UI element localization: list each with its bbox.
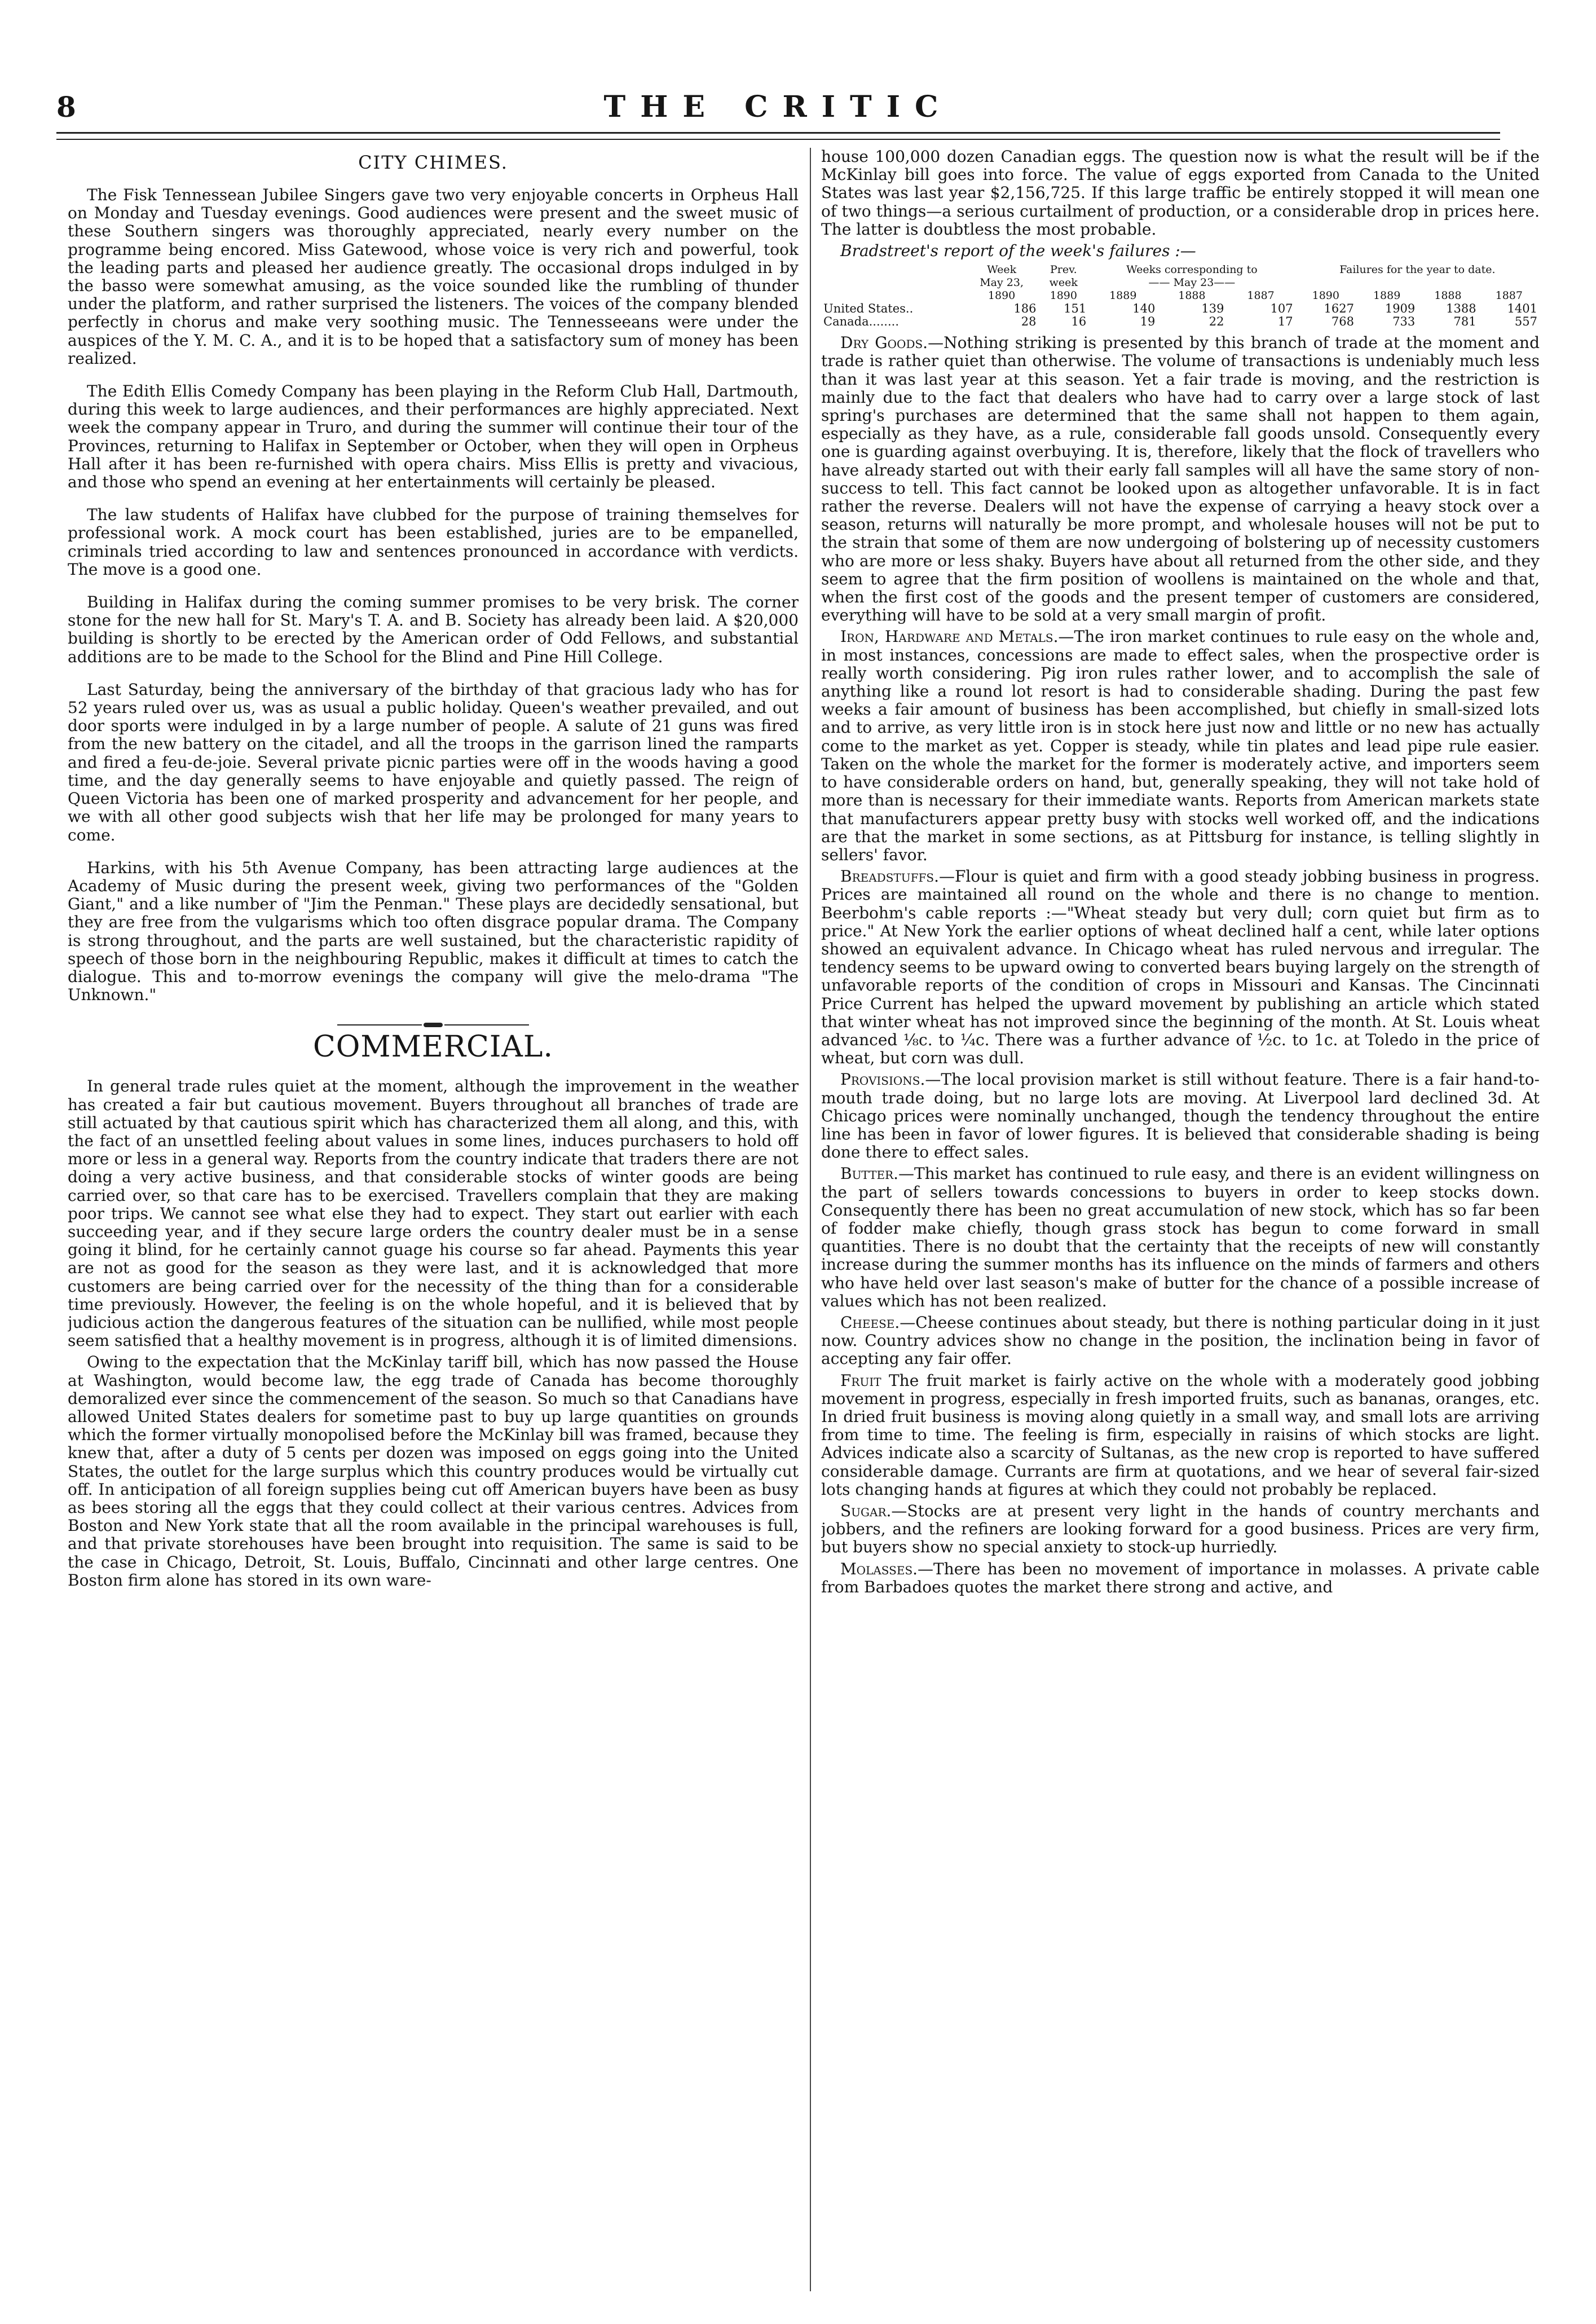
market-text: —This market has continued to rule easy, and there is an evident willingness on the part of sellers towards concessions to buyers in order to keep stocks down. Consequently there has been no great accumulation of new stock, which has so far been of fodder make chiefly, though grass stock has begun to come forward in small quantities. There is no doubt that the certainty that the receipts of new will constantly increase during the summer months has its influence on the minds of farmers and others who have held over last season's make of butter for the chance of a possible increase of values which has not been realized. [821,1164,1540,1310]
table-header-cell [821,263,965,276]
failures-intro [821,242,1540,260]
article-paragraph: Building in Halifax during the coming summer promises to be very brisk. The corner stone for the new hall for St. Mary's T. A. and B. Society has already been laid. A $20,000 building is shortly to be erected by the American order of Odd Fellows, and substantial additions are to be made to the School for the Blind and Pine Hill College. [68,593,799,666]
market-report [821,1560,1540,1596]
market-label: Dry Goods. [840,333,928,353]
table-cell: 16 [1071,315,1087,329]
table-cell: 28 [1021,315,1037,329]
table-cell: 781 [1453,315,1476,329]
table-cell: 733 [1392,315,1416,329]
market-label: Butter. [840,1164,899,1183]
table-cell: 151 [1064,302,1087,316]
market-report [821,1314,1540,1368]
table-cell: 22 [1209,315,1224,329]
left-column [68,148,799,2297]
table-header-cell: May 23, [980,276,1024,289]
year-cell: 1890 [1050,289,1077,302]
year-cell: 1887 [1495,289,1523,302]
row-label: Canada........ [823,315,899,329]
failures-table [821,263,1540,328]
table-header-cell: Week [987,263,1017,276]
table-cell: 139 [1201,302,1224,316]
header-rule [56,132,1500,134]
year-cell: 1888 [1434,289,1462,302]
section-ornament [68,1015,799,1027]
right-column [821,148,1540,2297]
table-cell: 1401 [1507,302,1537,316]
table-header-cell [821,276,965,289]
year-cell: 1887 [1247,289,1275,302]
table-cell: 1627 [1324,302,1354,316]
year-cell: 1888 [1178,289,1206,302]
article-paragraph: The law students of Halifax have clubbed for the purpose of training themselves for professional work. A mock court has been established, juries are to be empanelled, criminals tried according to law and sentences pronounced in accordance with verdicts. The move is a good one. [68,505,799,579]
table-header-cell [821,289,965,302]
year-cell: 1890 [987,289,1016,302]
year-cell: 1889 [1109,289,1137,302]
market-label: Iron, Hardware and Metals. [840,627,1059,646]
market-report [821,1502,1540,1557]
masthead-title: THE CRITIC [603,90,953,124]
table-cell: 557 [1514,315,1537,329]
market-text: —There has been no movement of importance in molasses. A private cable from Barbadoes quotes the market there strong and active, and [821,1559,1540,1596]
table-header-cell: Weeks corresponding to [1126,263,1258,276]
article-paragraph: Last Saturday, being the anniversary of the birthday of that gracious lady who has for 52 years ruled over us, was as usual a public holiday. Queen's weather prevailed, and out door sports were indulged in by a large number of people. A salute of 21 guns was fired from the new battery on the citadel, and all the troops in the garrison lined the ramparts and fired a feu-de-joie. Several private picnic parties were off in the woods having a good time, and the day generally seems to have enjoyable and quietly passed. The reign of Queen Victoria has been one of marked prosperity and advancement for her people, and we with all other good subjects wish that her life may be prolonged for many years to come. [68,680,799,844]
table-header-cell: Prev. [1050,263,1077,276]
market-label: Cheese. [840,1313,900,1332]
section-heading-commercial: COMMERCIAL. [313,1030,553,1064]
year-cell: 1890 [1312,289,1339,302]
column-divider [810,148,811,2291]
table-row [821,302,1540,315]
market-report [821,1372,1540,1499]
continued-paragraph: house 100,000 dozen Canadian eggs. The question now is what the result will be if the McKinlay bill goes into force. The value of eggs exported from Canada to the United States was last year $2,156,725. If this large traffic be entirely stopped it will mean one of two things—a serious curtailment of production, or a considerable drop in prices here. The latter is doubtless the most probable. [821,148,1540,239]
market-text: —The local provision market is still without feature. There is a fair hand-to-mouth trade doing, but no large lots are moving. At Liverpool lard declined 3d. At Chicago prices were nominally unchanged, though the tendency throughout the entire line has been in favor of lower figures. It is believed that considerable shading is being done there to effect sales. [821,1070,1540,1162]
market-text: —The iron market continues to rule easy on the whole and, in most instances, concessions are made to effect sales, when the prospective order is really worth considering. Pig iron rules rather lower, and to accomplish the sale of anything like a round lot resort is had to considerable shading. During the past few weeks a fair amount of business has been accomplished, but chiefly in small-sized lots and to arrive, as very little iron is in stock here just now and little or no new has actually come to the market as yet. Copper is steady, while tin plates and lead pipe rule easier. Taken on the whole the market for the former is moderately active, and importers seem to have considerable orders on hand, but, generally speaking, they will not take hold of more than is necessary for their immediate wants. Reports from American markets state that manufacturers appear pretty busy with stocks well worked off, and the indications are that the market in some sections, as at Pittsburg for instance, is telling slightly in sellers' favor. [821,627,1540,864]
article-paragraph: The Edith Ellis Comedy Company has been playing in the Reform Club Hall, Dartmouth, during this week to large audiences, and their performances are highly appreciated. Next week the company appear in Truro, and during the summer will continue their tour of the Provinces, returning to Halifax in September or October, when they will open in Orpheus Hall after it has been re-furnished with opera chairs. Miss Ellis is pretty and vivacious, and those who spend an evening at her entertainments will certainly be pleased. [68,382,799,492]
table-header-row [821,263,1540,276]
page-number: 8 [56,90,76,124]
article-paragraph: In general trade rules quiet at the moment, although the improvement in the weather has created a fair but cautious movement. Buyers throughout all branches of trade are still actuated by that cautious spirit which has characterized them all along, and this, with the fact of an unsettled feeling about values in some lines, induces purchasers to hold off more or less in a general way. Reports from the country indicate that traders there are not doing a very active business, and that considerable stocks of winter goods are being carried over, so that care has to be exercised. Travellers complain that they are making poor trips. We cannot see what else they had to expect. They start out earlier with each succeeding year, and if they secure large orders the country dealer must be in a sense going it blind, for he certainly cannot guage his course so far ahead. Payments this year are not as good for the season as they were last, and it is acknowledged that more customers are being carried over for the necessity of the thing than for a considerable time previously. However, the feeling is on the whole hopeful, and it is believed that by judicious action the dangerous features of the situation can be nullified, while most people seem satisfied that a healthy movement is in progress, although it is of limited dimensions. [68,1077,799,1350]
market-label: Fruit [840,1371,881,1390]
table-cell: 17 [1277,315,1293,329]
market-report [821,1071,1540,1161]
market-label: Molasses. [840,1559,918,1578]
market-label: Provisions. [840,1070,925,1089]
market-label: Breadstuffs. [840,867,939,886]
table-cell: 768 [1331,315,1354,329]
market-report [821,1165,1540,1310]
market-text: —Nothing striking is presented by this branch of trade at the moment and trade is rather quiet than otherwise. The volume of transactions is undeniably much less than it was last year at this season. Yet a fair trade is moving, and the restriction is mainly due to the fact that dealers who have had to carry over a large stock of last spring's purchases are determined that the same shall not happen to them again, especially as they have, as a rule, considerable fall goods unsold. Consequently every one is guarding against overbuying. It is, therefore, likely that the flock of travellers who have already started out with their early fall samples will all have the same story of non-success to tell. This fact cannot be looked upon as altogether unfavorable. It is in fact rather the reverse. Dealers will not have the expense of carrying a heavy stock over a season, returns will naturally be more prompt, and wholesale houses will not be put to the strain that some of them are now undergoing of bolstering up of necessity customers who are more or less shaky. Buyers have about all returned from the other side, and they seem to agree that the firm position of woollens is maintained on the whole and that, when the first cost of the goods and the present temper of customers are considered, everything will have to be sold at a very small margin of profit. [821,333,1540,625]
table-cell: 140 [1132,302,1156,316]
article-paragraph: The Fisk Tennessean Jubilee Singers gave two very enjoyable concerts in Orpheus Hall on Monday and Tuesday evenings. Good audiences were present and the sweet music of these Southern singers was thoroughly appreciated, nearly every number on the programme being encored. Miss Gatewood, whose voice is very rich and powerful, took the leading parts and pleased her audience greatly. The occasional drops indulged in by the basso were somewhat amusing, as the voice sounded like the rumbling of thunder under the platform, and rather surprised the listeners. The voices of the company blended perfectly in chorus and make very soothing music. The Tennesseeans were under the auspices of the Y. M. C. A., and it is to be hoped that a satisfactory sum of money has been realized. [68,186,799,368]
table-header-cell: week [1049,276,1078,289]
header-rule-thin [56,139,1500,140]
market-text: —Flour is quiet and firm with a good steady jobbing business in progress. Prices are maintained all round on the whole and there is no change to mention. Beerbohm's cable reports :—"Wheat steady but very dull; corn quiet but firm as to price." At New York the earlier options of wheat declined half a cent, while later options showed an equivalent advance. In Chicago wheat has ruled nervous and irregular. The tendency seems to be upward owing to converted bears buying largely on the strength of unfavorable reports of the condition of crops in Missouri and Kansas. The Cincinnati Price Current has helped the upward movement by publishing an article which stated that winter wheat has not improved since the beginning of the month. At St. Louis wheat advanced ⅛c. to ¼c. There was a further advance of ½c. to 1c. at Toledo in the price of wheat, but corn was dull. [821,867,1540,1068]
table-cell: 186 [1013,302,1037,316]
table-header-cell [1295,276,1540,289]
table-row [821,315,1540,328]
market-report [821,628,1540,864]
article-paragraph: Harkins, with his 5th Avenue Company, has been attracting large audiences at the Academy of Music during the present week, giving two performances of the "Golden Giant," and a like number of "Jim the Penman." These plays are decidedly sensational, but they are free from the vulgarisms which too often disgrace popular drama. The Company is strong throughout, and the parts are well sustained, but the characteristic rapidity of speech of those born in the neighbouring Republic, makes it difficult at times to catch the dialogue. This and to-morrow evenings the company will give the melo-drama "The Unknown." [68,858,799,1005]
market-text: The fruit market is fairly active on the whole with a moderately good jobbing movement in progress, especially in fresh imported fruits, such as bananas, oranges, etc. In dried fruit business is moving along quietly in a small way, and small lots are arriving from time to time. The feeling is firm, especially in raisins of which stocks are light. Advices indicate also a scarcity of Sultanas, as the new crop is reported to have suffered considerable damage. Currants are firm at quotations, and we hear of several fair-sized lots changing hands at figures at which they could not probably be replaced. [821,1371,1540,1499]
table-header-cell: Failures for the year to date. [1339,263,1496,276]
table-year-row [821,289,1540,302]
market-report [821,868,1540,1067]
table-cell: 1388 [1446,302,1476,316]
table-header-cell: —— May 23—— [1148,276,1236,289]
bradstreets-name: Bradstreet's report of the week's failures :— [840,241,1196,261]
row-label: United States.. [823,302,914,316]
table-cell: 107 [1270,302,1293,316]
article-paragraph: Owing to the expectation that the McKinlay tariff bill, which has now passed the House at Washington, would become law, the egg trade of Canada has become thoroughly demoralized ever since the commencement of the season. So much so that Canadians have allowed United States dealers for sometime past to buy up large quantities on grounds which the former virtually monopolised before the McKinlay bill was framed, because they knew that, after a duty of 5 cents per dozen was imposed on eggs going into the United States, the outlet for the large surplus which this country produces would be virtually cut off. In anticipation of all foreign supplies being cut off American buyers have been as busy as bees storing all the eggs that they could collect at their various centres. Advices from Boston and New York state that all the room available in the principal warehouses is full, and that private storehouses have been brought into requisition. The same is said to be the case in Chicago, Detroit, St. Louis, Buffalo, Cincinnati and other large centres. One Boston firm alone has stored in its own ware- [68,1353,799,1590]
section-heading-city-chimes: CITY CHIMES. [358,152,508,173]
market-report [821,334,1540,624]
year-cell: 1889 [1373,289,1401,302]
market-text: —Cheese continues about steady, but there is nothing particular doing in it just now. Country advices show no change in the position, the inclination being in favor of accepting any fair offer. [821,1313,1540,1368]
market-text: —Stocks are at present very light in the hands of country merchants and jobbers, and the refiners are looking forward for a good business. Prices are very firm, but buyers show no special anxiety to stock-up hurriedly. [821,1502,1540,1557]
market-label: Sugar. [840,1502,892,1521]
table-header-row [821,276,1540,289]
table-cell: 1909 [1385,302,1416,316]
table-cell: 19 [1140,315,1156,329]
